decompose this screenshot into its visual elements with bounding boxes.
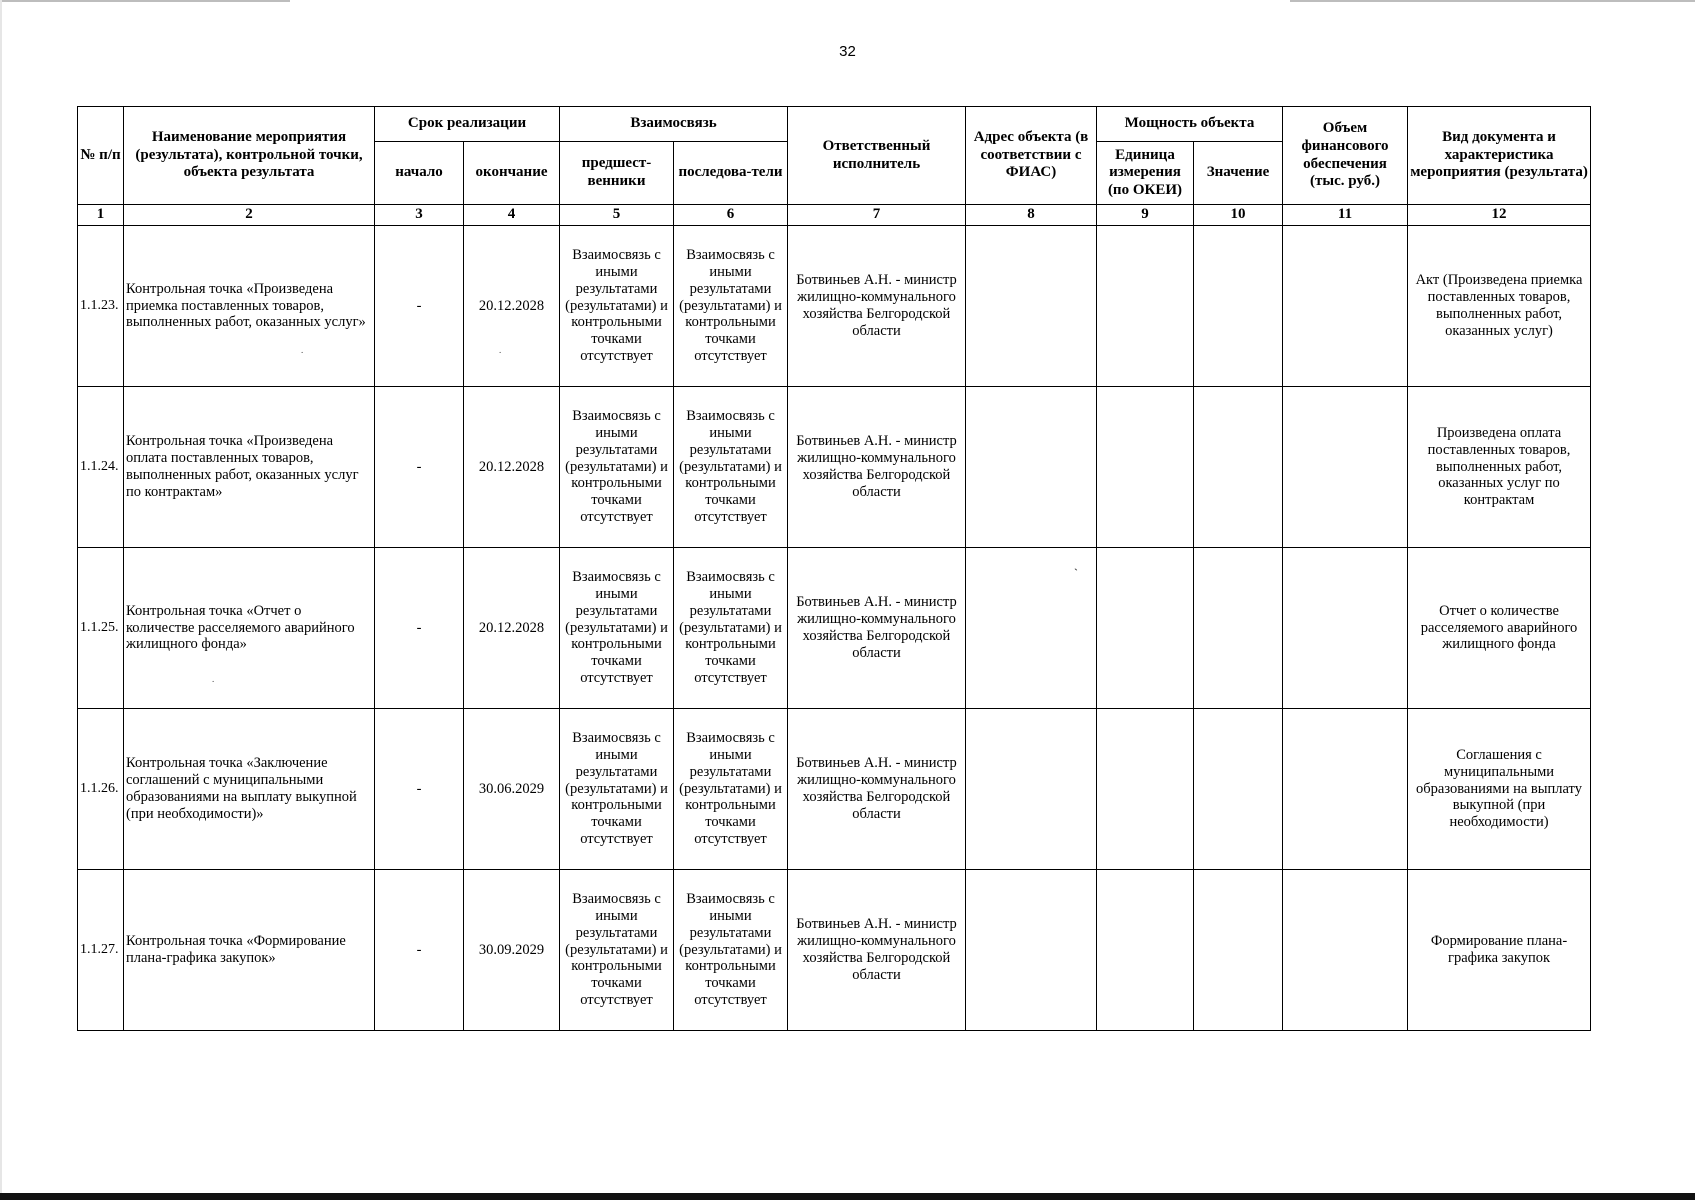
row-predecessors: Взаимосвязь с иными результатами (результатами) и контрольными точками отсутствует [560, 226, 674, 387]
row-name: Контрольная точка «Заключение соглашений с муниципальными образованиями на выплату выкупной (при необходимости)» [124, 709, 375, 870]
row-unit [1097, 387, 1194, 548]
row-document: Соглашения с муниципальными образованиями на выплату выкупной (при необходимости) [1408, 709, 1591, 870]
row-predecessors: Взаимосвязь с иными результатами (результатами) и контрольными точками отсутствует [560, 709, 674, 870]
row-successors: Взаимосвязь с иными результатами (результатами) и контрольными точками отсутствует [674, 709, 788, 870]
header-responsible: Ответственный исполнитель [788, 107, 966, 205]
column-number: 6 [674, 205, 788, 226]
row-number: 1.1.25. [78, 548, 124, 709]
scan-speck: ` [1074, 566, 1078, 580]
scan-speck: . [301, 345, 304, 355]
row-start: - [375, 548, 464, 709]
row-start: - [375, 226, 464, 387]
row-document: Отчет о количестве расселяемого аварийного жилищного фонда [1408, 548, 1591, 709]
row-finance [1283, 226, 1408, 387]
column-number: 1 [78, 205, 124, 226]
scan-bottom-band [0, 1193, 1695, 1200]
scan-top-rule-right [1290, 0, 1695, 2]
table-row [78, 870, 1591, 1031]
header-finance: Объем финансового обеспечения (тыс. руб.) [1283, 107, 1408, 205]
row-start: - [375, 870, 464, 1031]
header-row [78, 107, 1591, 142]
row-predecessors: Взаимосвязь с иными результатами (результатами) и контрольными точками отсутствует [560, 387, 674, 548]
row-finance [1283, 387, 1408, 548]
header-prev: предшест-венники [560, 142, 674, 205]
row-name: Контрольная точка «Отчет о количестве расселяемого аварийного жилищного фонда» [124, 548, 375, 709]
column-number: 7 [788, 205, 966, 226]
table-row [78, 226, 1591, 387]
row-responsible: Ботвиньев А.Н. - министр жилищно-коммунального хозяйства Белгородской области [788, 226, 966, 387]
row-end: 30.06.2029 [464, 709, 560, 870]
row-document: Произведена оплата поставленных товаров, выполненных работ, оказанных услуг по контрактам [1408, 387, 1591, 548]
row-address [966, 870, 1097, 1031]
row-value [1194, 870, 1283, 1031]
row-unit [1097, 226, 1194, 387]
header-link-group: Взаимосвязь [560, 107, 788, 142]
row-document: Акт (Произведена приемка поставленных товаров, выполненных работ, оказанных услуг) [1408, 226, 1591, 387]
header-capacity-group: Мощность объекта [1097, 107, 1283, 142]
column-number: 9 [1097, 205, 1194, 226]
row-number: 1.1.24. [78, 387, 124, 548]
scan-speck: . [212, 674, 215, 684]
table-row [78, 709, 1591, 870]
row-value [1194, 387, 1283, 548]
row-address [966, 226, 1097, 387]
row-predecessors: Взаимосвязь с иными результатами (результатами) и контрольными точками отсутствует [560, 548, 674, 709]
row-value [1194, 709, 1283, 870]
scan-speck: . [499, 345, 502, 355]
column-number: 5 [560, 205, 674, 226]
row-start: - [375, 387, 464, 548]
row-responsible: Ботвиньев А.Н. - министр жилищно-коммунального хозяйства Белгородской области [788, 387, 966, 548]
column-number: 8 [966, 205, 1097, 226]
header-doc: Вид документа и характеристика мероприятия (результата) [1408, 107, 1591, 205]
control-points-table [77, 106, 1591, 1031]
row-number: 1.1.23. [78, 226, 124, 387]
row-name: Контрольная точка «Произведена приемка поставленных товаров, выполненных работ, оказанных услуг» [124, 226, 375, 387]
row-unit [1097, 709, 1194, 870]
row-value [1194, 226, 1283, 387]
row-successors: Взаимосвязь с иными результатами (результатами) и контрольными точками отсутствует [674, 870, 788, 1031]
row-finance [1283, 548, 1408, 709]
row-number: 1.1.27. [78, 870, 124, 1031]
header-period-group: Срок реализации [375, 107, 560, 142]
row-document: Формирование плана-графика закупок [1408, 870, 1591, 1031]
row-responsible: Ботвиньев А.Н. - министр жилищно-коммунального хозяйства Белгородской области [788, 870, 966, 1031]
row-end: 20.12.2028 [464, 548, 560, 709]
column-number: 3 [375, 205, 464, 226]
row-number: 1.1.26. [78, 709, 124, 870]
page-number: 32 [839, 43, 856, 60]
row-responsible: Ботвиньев А.Н. - министр жилищно-коммунального хозяйства Белгородской области [788, 548, 966, 709]
column-number: 10 [1194, 205, 1283, 226]
table-row [78, 387, 1591, 548]
row-predecessors: Взаимосвязь с иными результатами (результатами) и контрольными точками отсутствует [560, 870, 674, 1031]
row-unit [1097, 548, 1194, 709]
header-start: начало [375, 142, 464, 205]
row-address [966, 387, 1097, 548]
header-value: Значение [1194, 142, 1283, 205]
row-successors: Взаимосвязь с иными результатами (результатами) и контрольными точками отсутствует [674, 226, 788, 387]
column-number: 12 [1408, 205, 1591, 226]
row-end: 20.12.2028 [464, 387, 560, 548]
row-start: - [375, 709, 464, 870]
header-unit: Единица измерения (по ОКЕИ) [1097, 142, 1194, 205]
scan-left-edge [0, 0, 2, 1200]
scan-top-rule-left [0, 0, 290, 2]
row-responsible: Ботвиньев А.Н. - министр жилищно-коммунального хозяйства Белгородской области [788, 709, 966, 870]
row-finance [1283, 870, 1408, 1031]
row-successors: Взаимосвязь с иными результатами (результатами) и контрольными точками отсутствует [674, 387, 788, 548]
row-value [1194, 548, 1283, 709]
header-name: Наименование мероприятия (результата), контрольной точки, объекта результата [124, 107, 375, 205]
row-unit [1097, 870, 1194, 1031]
column-number: 2 [124, 205, 375, 226]
row-successors: Взаимосвязь с иными результатами (результатами) и контрольными точками отсутствует [674, 548, 788, 709]
row-name: Контрольная точка «Произведена оплата поставленных товаров, выполненных работ, оказанных услуг по контрактам» [124, 387, 375, 548]
column-number: 4 [464, 205, 560, 226]
header-next: последова-тели [674, 142, 788, 205]
row-end: 30.09.2029 [464, 870, 560, 1031]
row-name: Контрольная точка «Формирование плана-графика закупок» [124, 870, 375, 1031]
header-end: окончание [464, 142, 560, 205]
column-number: 11 [1283, 205, 1408, 226]
column-number-row [78, 205, 1591, 226]
row-end: 20.12.2028 [464, 226, 560, 387]
row-address [966, 709, 1097, 870]
header-no: № п/п [78, 107, 124, 205]
table-row [78, 548, 1591, 709]
row-finance [1283, 709, 1408, 870]
header-address: Адрес объекта (в соответствии с ФИАС) [966, 107, 1097, 205]
